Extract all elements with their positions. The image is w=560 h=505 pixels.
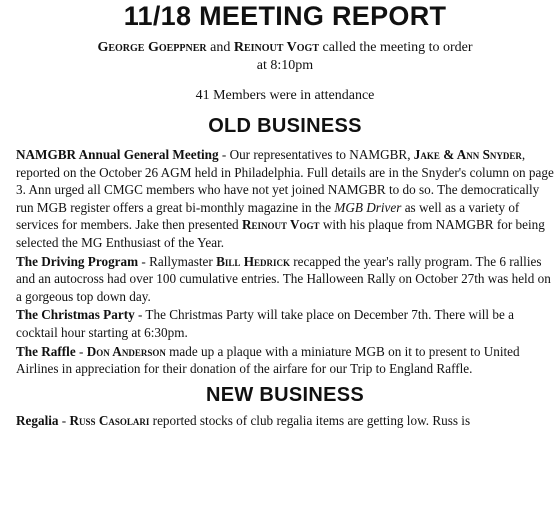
person-name: George Goeppner <box>97 40 207 55</box>
person-name: Don Anderson <box>86 343 166 359</box>
attendance: 41 Members were in attendance <box>195 88 375 103</box>
item-christmas-party: The Christmas Party - The Christmas Party will take place on December 7th. There will be a cocktail hour starting at 6:30pm. <box>16 307 514 340</box>
item-namgbr: NAMGBR Annual General Meeting - Our representatives to NAMGBR, Jake & Ann Snyder, reported on the October 26 AGM held in Philadelphia. Full details are in the Snyder's column on page 3. Ann urged all CMGC members who have not yet joined NAMGBR to do so. The democratically run MGB register offers a great bi-monthly magazine in the MGB Driver as well as a variety of services for members. Jake then presented Reinout Vogt with his plaque from NAMGBR for being selected the MG Enthusiast of the Year. <box>16 147 554 250</box>
item-raffle: The Raffle - Don Anderson made up a plaque with a miniature MGB on it to present to United Airlines in appreciation for their donation of the airfare for our Trip to England Raffle. <box>16 343 520 377</box>
person-name: Jake & Ann Snyder <box>413 147 522 162</box>
section-heading-new-business: NEW BUSINESS <box>205 383 365 406</box>
item-lead: The Raffle <box>16 343 76 359</box>
person-name: Russ Casolari <box>69 412 150 428</box>
magazine-title: MGB Driver <box>334 199 402 215</box>
item-lead: Regalia <box>16 412 59 428</box>
intro-line-2: at 8:10pm <box>256 58 314 73</box>
item-regalia: Regalia - Russ Casolari reported stocks of club regalia items are getting low. Russ is <box>16 412 471 428</box>
person-name: Bill Hedrick <box>216 253 290 269</box>
intro-line-1: George Goeppner and Reinout Vogt called the meeting to order <box>97 40 473 55</box>
person-name: Reinout Vogt <box>241 217 320 233</box>
section-heading-old-business: OLD BUSINESS <box>208 115 362 137</box>
item-lead: The Christmas Party <box>16 307 135 323</box>
person-name: Reinout Vogt <box>233 40 319 55</box>
item-lead: The Driving Program <box>16 253 139 269</box>
item-driving-program: The Driving Program - Rallymaster Bill Hedrick recapped the year's rally program. The 6 rallies and an autocross had over 100 cumulative entries. The Halloween Rally on October 27th was held on a gorgeous top down day. <box>16 253 551 304</box>
page-title: 11/18 MEETING REPORT <box>123 1 447 31</box>
item-lead: NAMGBR Annual General Meeting <box>16 147 219 162</box>
